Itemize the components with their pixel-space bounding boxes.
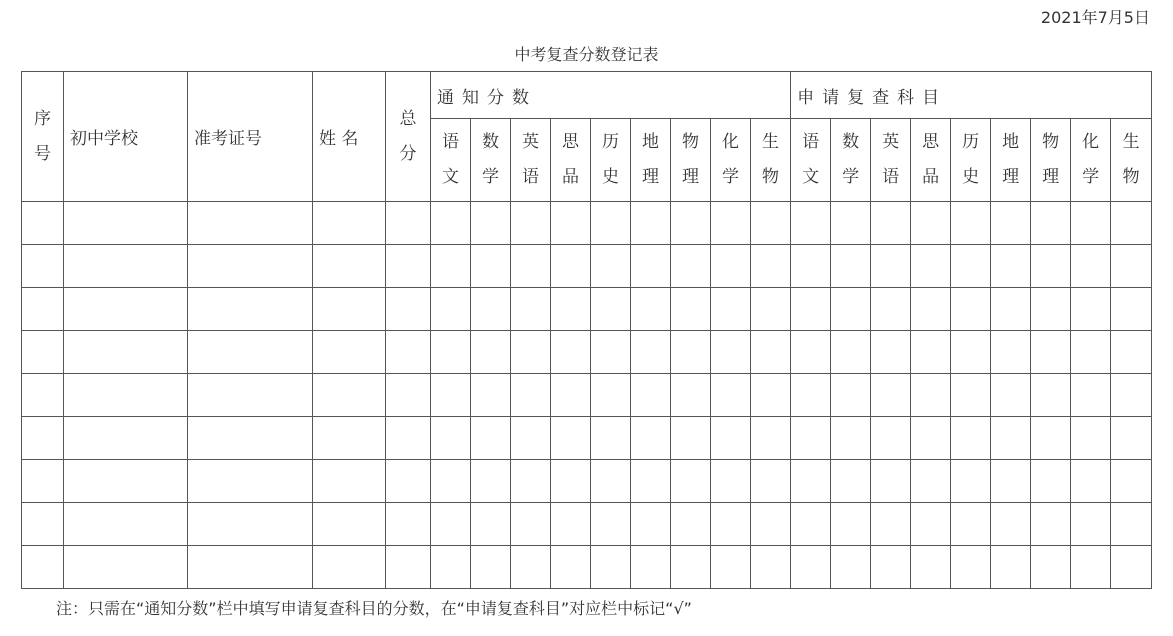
subject-label: 物理: [681, 132, 699, 187]
table-row: [22, 202, 1152, 245]
table-cell[interactable]: [22, 460, 64, 503]
table-cell[interactable]: [313, 503, 386, 546]
table-cell[interactable]: [471, 202, 511, 245]
subject-header-notified: [591, 119, 631, 202]
table-cell[interactable]: [511, 245, 551, 288]
subject-header-review: [791, 119, 831, 202]
table-cell[interactable]: [991, 546, 1031, 589]
table-cell[interactable]: [1031, 288, 1071, 331]
table-cell[interactable]: [711, 460, 751, 503]
table-cell[interactable]: [471, 417, 511, 460]
table-cell[interactable]: [791, 288, 831, 331]
table-row: [22, 460, 1152, 503]
table-cell[interactable]: [991, 503, 1031, 546]
table-cell[interactable]: [751, 503, 791, 546]
subject-label: 物理: [1042, 132, 1060, 187]
table-row: [22, 546, 1152, 589]
subject-label: 思品: [922, 132, 940, 187]
table-cell[interactable]: [871, 460, 911, 503]
subject-label: 地理: [1002, 132, 1020, 187]
table-cell[interactable]: [1111, 417, 1152, 460]
table-cell[interactable]: [551, 374, 591, 417]
table-cell[interactable]: [951, 546, 991, 589]
table-cell[interactable]: [791, 503, 831, 546]
table-cell[interactable]: [911, 417, 951, 460]
footnote: 注：只需在“通知分数”栏中填写申请复查科目的分数，在“申请复查科目”对应栏中标记“√”: [56, 599, 692, 618]
table-cell[interactable]: [551, 202, 591, 245]
subject-header-review: [991, 119, 1031, 202]
table-cell[interactable]: [188, 288, 313, 331]
table-cell[interactable]: [711, 503, 751, 546]
table-cell[interactable]: [871, 546, 911, 589]
subject-label: 语文: [441, 132, 459, 187]
table-cell[interactable]: [188, 374, 313, 417]
table-cell[interactable]: [1031, 245, 1071, 288]
table-cell[interactable]: [951, 331, 991, 374]
table-cell[interactable]: [711, 202, 751, 245]
subject-label: 思品: [561, 132, 579, 187]
table-cell[interactable]: [631, 503, 671, 546]
table-cell[interactable]: [431, 503, 471, 546]
table-cell[interactable]: [511, 546, 551, 589]
table-cell[interactable]: [911, 374, 951, 417]
table-cell[interactable]: [631, 417, 671, 460]
table-cell[interactable]: [791, 460, 831, 503]
table-cell[interactable]: [471, 503, 511, 546]
table-cell[interactable]: [1031, 202, 1071, 245]
table-cell[interactable]: [386, 288, 431, 331]
table-cell[interactable]: [751, 202, 791, 245]
table-cell[interactable]: [711, 546, 751, 589]
table-cell[interactable]: [313, 417, 386, 460]
header-total-label: 总分: [399, 108, 417, 164]
subject-header-notified: [711, 119, 751, 202]
table-cell[interactable]: [431, 546, 471, 589]
table-cell[interactable]: [386, 417, 431, 460]
table-cell[interactable]: [551, 288, 591, 331]
table-cell[interactable]: [313, 374, 386, 417]
subject-header-review: [1031, 119, 1071, 202]
table-cell[interactable]: [22, 417, 64, 460]
table-cell[interactable]: [591, 546, 631, 589]
table-cell[interactable]: [511, 374, 551, 417]
table-cell[interactable]: [671, 374, 711, 417]
table-cell[interactable]: [22, 288, 64, 331]
table-cell[interactable]: [64, 331, 188, 374]
subject-header-review: [831, 119, 871, 202]
table-cell[interactable]: [551, 460, 591, 503]
subject-label: 英语: [521, 132, 539, 187]
table-cell[interactable]: [871, 202, 911, 245]
table-cell[interactable]: [871, 331, 911, 374]
subject-header-notified: [471, 119, 511, 202]
table-cell[interactable]: [188, 331, 313, 374]
table-cell[interactable]: [551, 331, 591, 374]
subject-header-notified: [431, 119, 471, 202]
table-cell[interactable]: [831, 546, 871, 589]
table-cell[interactable]: [631, 460, 671, 503]
subject-header-review: [911, 119, 951, 202]
table-cell[interactable]: [751, 460, 791, 503]
table-cell[interactable]: [386, 202, 431, 245]
table-cell[interactable]: [22, 331, 64, 374]
table-cell[interactable]: [511, 331, 551, 374]
table-cell[interactable]: [871, 288, 911, 331]
data-rows: [22, 202, 1152, 589]
table-cell[interactable]: [551, 503, 591, 546]
table-row: [22, 503, 1152, 546]
table-cell[interactable]: [471, 288, 511, 331]
page-title: 中考复查分数登记表: [514, 45, 659, 64]
table-cell[interactable]: [791, 417, 831, 460]
table-cell[interactable]: [951, 245, 991, 288]
table-cell[interactable]: [471, 331, 511, 374]
table-cell[interactable]: [1031, 417, 1071, 460]
table-cell[interactable]: [431, 417, 471, 460]
table-cell[interactable]: [1111, 503, 1152, 546]
subject-header-review: [951, 119, 991, 202]
table-cell[interactable]: [711, 288, 751, 331]
table-cell[interactable]: [711, 331, 751, 374]
table-cell[interactable]: [871, 245, 911, 288]
header-seq: [22, 72, 64, 202]
table-cell[interactable]: [991, 460, 1031, 503]
table-cell[interactable]: [64, 245, 188, 288]
table-cell[interactable]: [1071, 374, 1111, 417]
table-cell[interactable]: [64, 417, 188, 460]
header-seq-label: 序号: [33, 108, 51, 164]
table-cell[interactable]: [471, 460, 511, 503]
score-review-table: [21, 71, 1152, 589]
table-cell[interactable]: [1071, 331, 1111, 374]
table-cell[interactable]: [711, 417, 751, 460]
table-cell[interactable]: [313, 460, 386, 503]
table-cell[interactable]: [1031, 460, 1071, 503]
table-row: [22, 245, 1152, 288]
table-cell[interactable]: [631, 374, 671, 417]
table-cell[interactable]: [591, 245, 631, 288]
table-cell[interactable]: [313, 202, 386, 245]
table-cell[interactable]: [1071, 503, 1111, 546]
table-cell[interactable]: [188, 202, 313, 245]
table-cell[interactable]: [631, 331, 671, 374]
table-cell[interactable]: [591, 202, 631, 245]
table-cell[interactable]: [64, 202, 188, 245]
table-cell[interactable]: [188, 417, 313, 460]
table-cell[interactable]: [591, 331, 631, 374]
subject-label: 生物: [762, 132, 780, 187]
table-cell[interactable]: [64, 374, 188, 417]
table-cell[interactable]: [991, 288, 1031, 331]
table-cell[interactable]: [591, 417, 631, 460]
table-cell[interactable]: [431, 331, 471, 374]
table-cell[interactable]: [591, 503, 631, 546]
table-cell[interactable]: [1071, 288, 1111, 331]
table-cell[interactable]: [951, 460, 991, 503]
table-cell[interactable]: [831, 245, 871, 288]
table-cell[interactable]: [471, 374, 511, 417]
subject-header-notified: [631, 119, 671, 202]
table-cell[interactable]: [431, 245, 471, 288]
table-cell[interactable]: [188, 245, 313, 288]
table-cell[interactable]: [751, 288, 791, 331]
header-review-subjects: 申请复查科目: [791, 72, 1152, 119]
table-cell[interactable]: [871, 503, 911, 546]
table-cell[interactable]: [1031, 546, 1071, 589]
table-cell[interactable]: [188, 503, 313, 546]
table-cell[interactable]: [511, 460, 551, 503]
table-cell[interactable]: [1111, 202, 1152, 245]
table-cell[interactable]: [1031, 331, 1071, 374]
table-cell[interactable]: [631, 245, 671, 288]
table-cell[interactable]: [631, 288, 671, 331]
table-cell[interactable]: [991, 417, 1031, 460]
table-cell[interactable]: [831, 503, 871, 546]
subject-label: 数学: [481, 132, 499, 187]
table-cell[interactable]: [591, 460, 631, 503]
table-cell[interactable]: [671, 460, 711, 503]
table-cell[interactable]: [831, 374, 871, 417]
table-cell[interactable]: [386, 503, 431, 546]
table-cell[interactable]: [831, 288, 871, 331]
table-cell[interactable]: [1111, 374, 1152, 417]
table-cell[interactable]: [511, 417, 551, 460]
table-cell[interactable]: [911, 331, 951, 374]
table-cell[interactable]: [64, 288, 188, 331]
table-cell[interactable]: [64, 460, 188, 503]
table-cell[interactable]: [631, 202, 671, 245]
table-cell[interactable]: [671, 417, 711, 460]
table-cell[interactable]: [751, 546, 791, 589]
header-notified-scores: 通知分数: [431, 72, 791, 119]
table-cell[interactable]: [791, 331, 831, 374]
subject-header-notified: [511, 119, 551, 202]
table-cell[interactable]: [831, 202, 871, 245]
table-cell[interactable]: [511, 288, 551, 331]
table-cell[interactable]: [671, 503, 711, 546]
table-cell[interactable]: [551, 417, 591, 460]
table-cell[interactable]: [911, 546, 951, 589]
table-cell[interactable]: [1071, 460, 1111, 503]
table-cell[interactable]: [386, 374, 431, 417]
table-cell[interactable]: [871, 417, 911, 460]
header-exam-id: 准考证号: [188, 72, 313, 202]
table-cell[interactable]: [22, 503, 64, 546]
table-cell[interactable]: [1111, 460, 1152, 503]
table-cell[interactable]: [22, 202, 64, 245]
table-row: [22, 331, 1152, 374]
table-cell[interactable]: [1071, 202, 1111, 245]
table-cell[interactable]: [22, 546, 64, 589]
subject-header-notified: [551, 119, 591, 202]
table-row: [22, 374, 1152, 417]
table-cell[interactable]: [188, 460, 313, 503]
table-cell[interactable]: [591, 288, 631, 331]
subject-label: 化学: [1082, 132, 1100, 187]
table-cell[interactable]: [951, 288, 991, 331]
table-cell[interactable]: [791, 374, 831, 417]
table-cell[interactable]: [911, 503, 951, 546]
table-cell[interactable]: [1031, 374, 1071, 417]
table-cell[interactable]: [313, 331, 386, 374]
table-cell[interactable]: [831, 331, 871, 374]
table-cell[interactable]: [671, 546, 711, 589]
subject-label: 历史: [601, 132, 619, 187]
table-cell[interactable]: [951, 202, 991, 245]
table-cell[interactable]: [431, 460, 471, 503]
subject-label: 英语: [882, 132, 900, 187]
table-cell[interactable]: [831, 417, 871, 460]
table-cell[interactable]: [431, 288, 471, 331]
table-cell[interactable]: [313, 546, 386, 589]
table-cell[interactable]: [751, 374, 791, 417]
table-cell[interactable]: [1111, 331, 1152, 374]
header-school: 初中学校: [64, 72, 188, 202]
table-cell[interactable]: [64, 503, 188, 546]
table-cell[interactable]: [751, 331, 791, 374]
table-cell[interactable]: [551, 546, 591, 589]
table-cell[interactable]: [911, 460, 951, 503]
table-cell[interactable]: [631, 546, 671, 589]
table-cell[interactable]: [22, 374, 64, 417]
table-cell[interactable]: [791, 202, 831, 245]
table-cell[interactable]: [671, 288, 711, 331]
table-cell[interactable]: [471, 245, 511, 288]
header-name: 姓 名: [313, 72, 386, 202]
table-cell[interactable]: [591, 374, 631, 417]
table-cell[interactable]: [431, 374, 471, 417]
table-cell[interactable]: [991, 331, 1031, 374]
subject-header-review: [1071, 119, 1111, 202]
table-row: [22, 417, 1152, 460]
table-cell[interactable]: [1111, 245, 1152, 288]
table-cell[interactable]: [951, 503, 991, 546]
table-cell[interactable]: [22, 245, 64, 288]
table-cell[interactable]: [471, 546, 511, 589]
subject-label: 地理: [641, 132, 659, 187]
subject-header-notified: [671, 119, 711, 202]
table-cell[interactable]: [831, 460, 871, 503]
table-cell[interactable]: [751, 245, 791, 288]
table-cell[interactable]: [791, 245, 831, 288]
table-cell[interactable]: [911, 245, 951, 288]
table-cell[interactable]: [911, 288, 951, 331]
table-cell[interactable]: [791, 546, 831, 589]
table-cell[interactable]: [751, 417, 791, 460]
subject-label: 化学: [721, 132, 739, 187]
table-cell[interactable]: [1071, 546, 1111, 589]
table-cell[interactable]: [1111, 288, 1152, 331]
table-cell[interactable]: [313, 288, 386, 331]
table-cell[interactable]: [386, 460, 431, 503]
table-cell[interactable]: [711, 245, 751, 288]
table-cell[interactable]: [1071, 417, 1111, 460]
table-cell[interactable]: [991, 374, 1031, 417]
date-label: 2021年7月5日: [1040, 8, 1150, 27]
table-cell[interactable]: [991, 245, 1031, 288]
table-cell[interactable]: [671, 245, 711, 288]
table-cell[interactable]: [871, 374, 911, 417]
table-cell[interactable]: [711, 374, 751, 417]
table-cell[interactable]: [911, 202, 951, 245]
table-cell[interactable]: [188, 546, 313, 589]
table-cell[interactable]: [951, 374, 991, 417]
table-cell[interactable]: [1071, 245, 1111, 288]
table-cell[interactable]: [551, 245, 591, 288]
table-cell[interactable]: [951, 417, 991, 460]
subject-header-review: [1111, 119, 1152, 202]
table-cell[interactable]: [511, 202, 551, 245]
table-cell[interactable]: [64, 546, 188, 589]
table-row: [22, 288, 1152, 331]
subject-label: 语文: [802, 132, 820, 187]
table-cell[interactable]: [991, 202, 1031, 245]
table-cell[interactable]: [386, 546, 431, 589]
table-cell[interactable]: [313, 245, 386, 288]
subject-label: 生物: [1122, 132, 1140, 187]
table-cell[interactable]: [1031, 503, 1071, 546]
header-total: [386, 72, 431, 202]
table-cell[interactable]: [511, 503, 551, 546]
table-cell[interactable]: [671, 202, 711, 245]
table-cell[interactable]: [386, 245, 431, 288]
table-cell[interactable]: [1111, 546, 1152, 589]
table-cell[interactable]: [431, 202, 471, 245]
subject-label: 数学: [842, 132, 860, 187]
table-cell[interactable]: [671, 331, 711, 374]
subject-header-review: [871, 119, 911, 202]
subject-header-notified: [751, 119, 791, 202]
subject-label: 历史: [962, 132, 980, 187]
table-cell[interactable]: [386, 331, 431, 374]
